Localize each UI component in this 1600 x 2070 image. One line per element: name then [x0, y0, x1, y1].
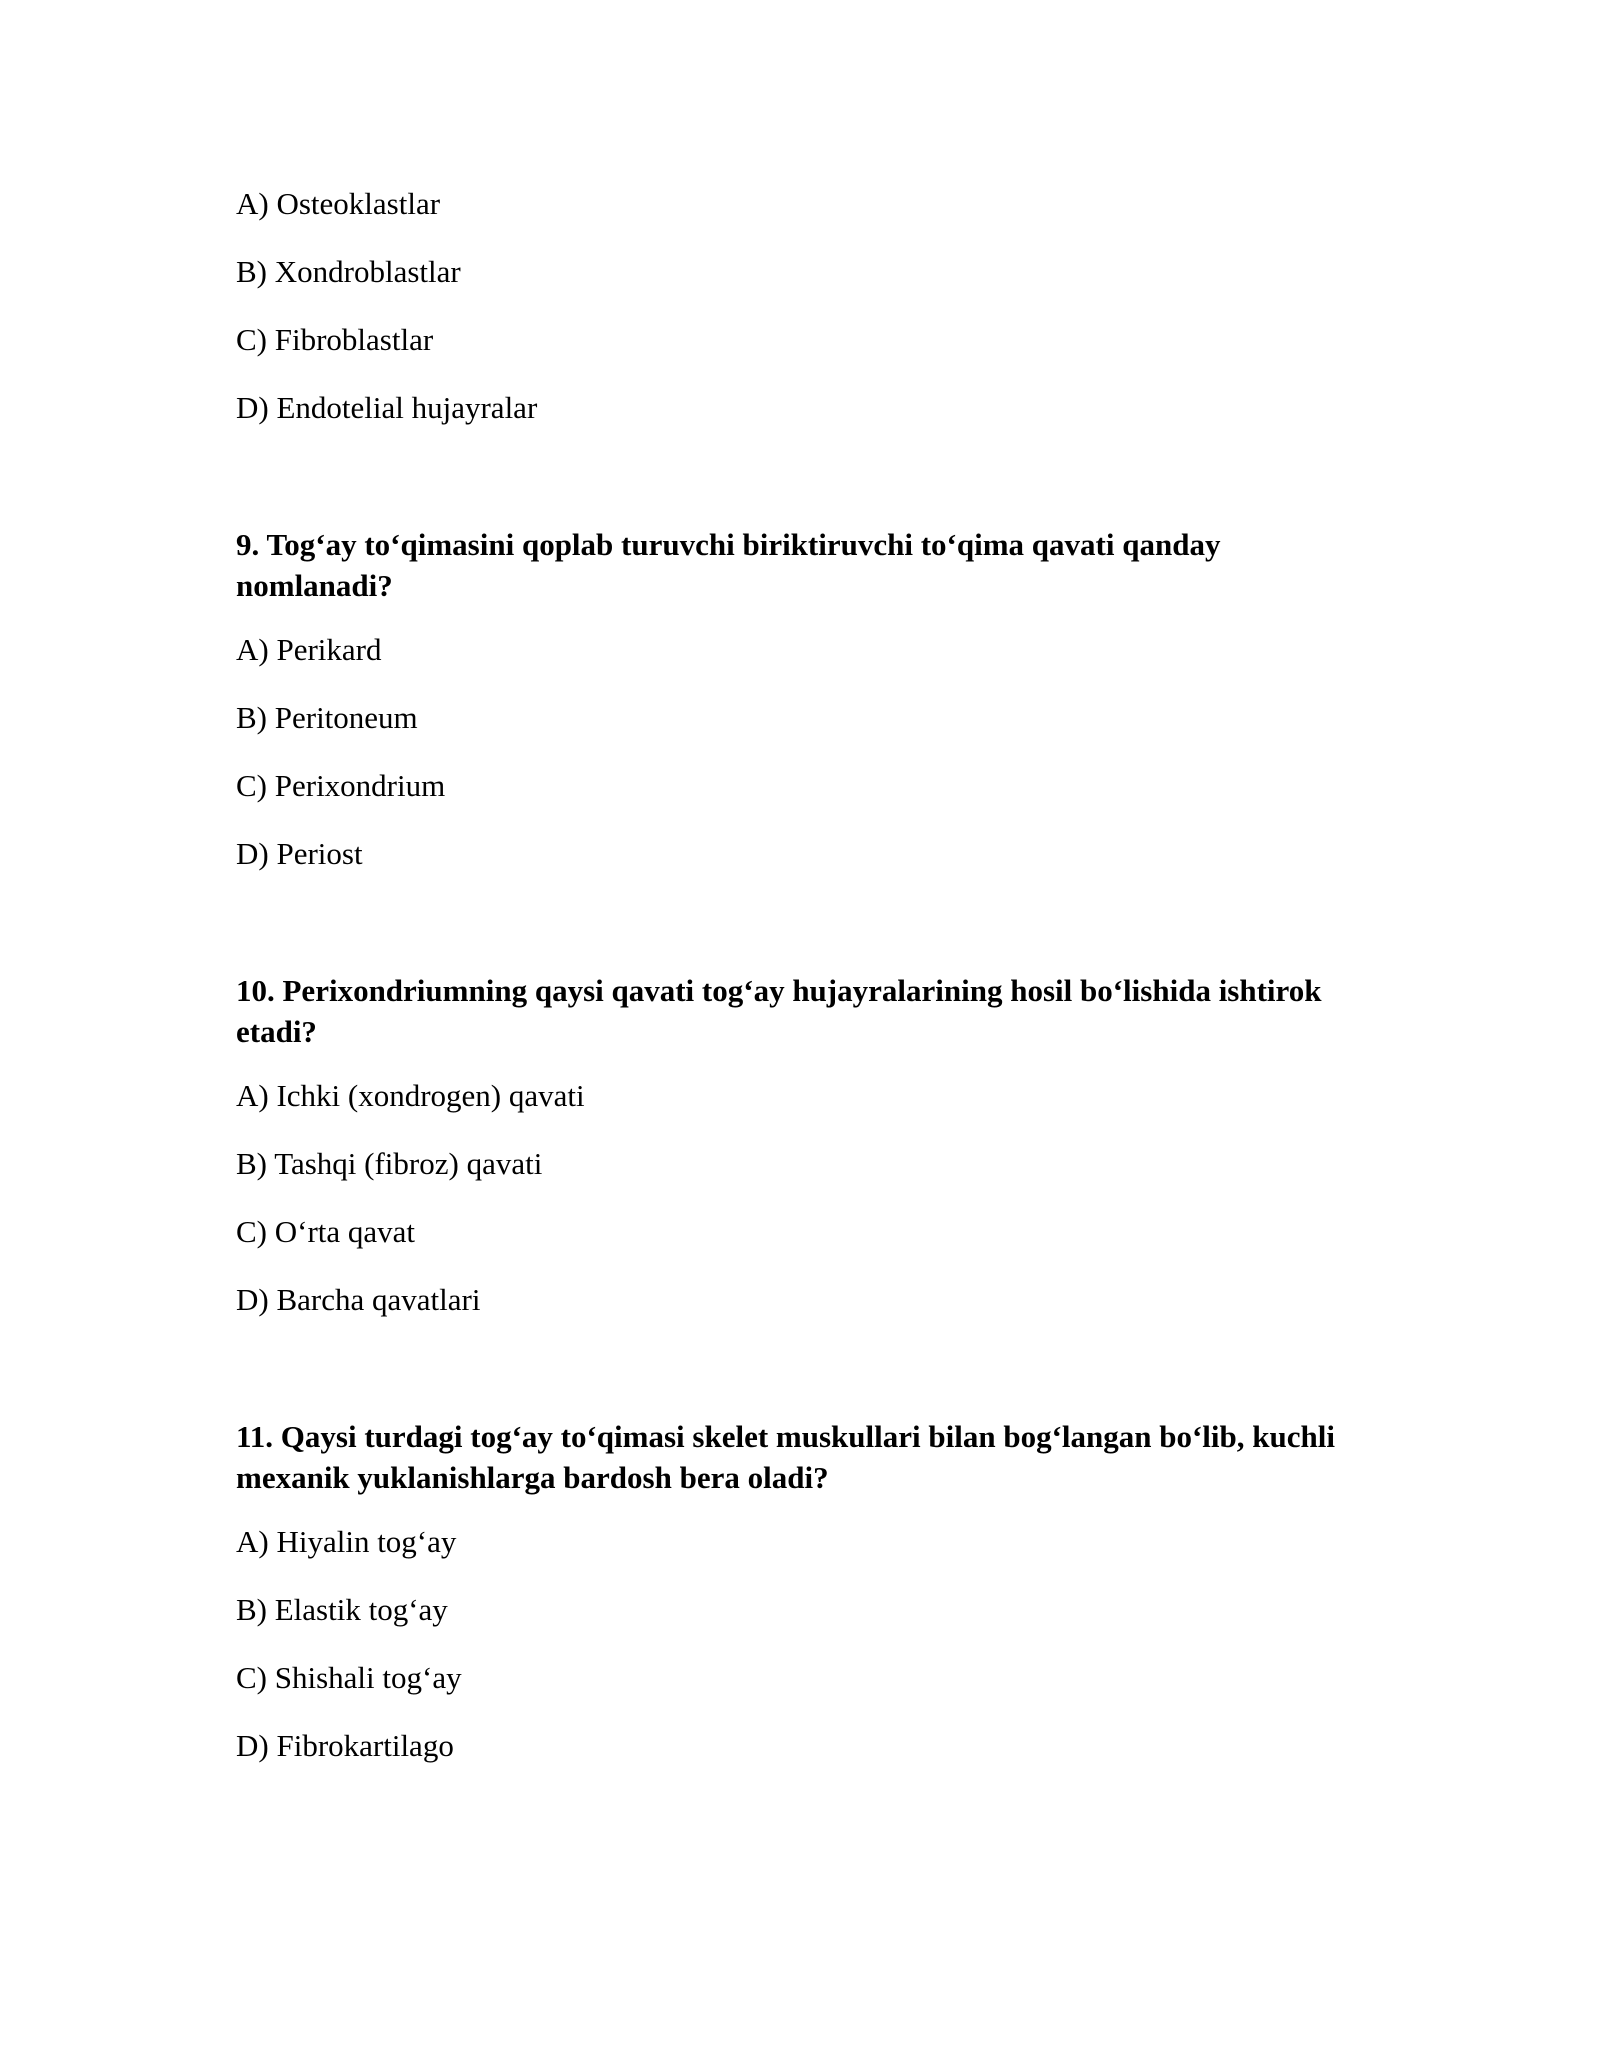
answer-option: A) Perikard	[236, 632, 382, 667]
spacer	[236, 1350, 1366, 1416]
answer-option: D) Endotelial hujayralar	[236, 390, 538, 425]
previous-question-options	[236, 186, 1366, 426]
answer-option: C) O‘rta qavat	[236, 1214, 416, 1249]
quiz-content	[236, 186, 1366, 1796]
answer-option: B) Tashqi (fibroz) qavati	[236, 1146, 543, 1181]
spacer	[236, 904, 1366, 970]
question-text: 11. Qaysi turdagi tog‘ay to‘qimasi skelet muskullari bilan bog‘langan bo‘lib, kuchli mexanik yuklanishlarga bardosh bera oladi?	[236, 1419, 1335, 1495]
question-text: 10. Perixondriumning qaysi qavati tog‘ay hujayralarining hosil bo‘lishida ishtirok etadi?	[236, 973, 1322, 1049]
answer-option: D) Barcha qavatlari	[236, 1282, 481, 1317]
answer-option: A) Osteoklastlar	[236, 186, 441, 221]
question-text: 9. Tog‘ay to‘qimasini qoplab turuvchi biriktiruvchi to‘qima qavati qanday nomlanadi?	[236, 527, 1221, 603]
answer-option: B) Elastik tog‘ay	[236, 1592, 448, 1627]
answer-option: B) Peritoneum	[236, 700, 418, 735]
answer-option: C) Shishali tog‘ay	[236, 1660, 462, 1695]
question-block-11	[236, 1416, 1366, 1764]
answer-option: C) Fibroblastlar	[236, 322, 434, 357]
answer-option: A) Ichki (xondrogen) qavati	[236, 1078, 585, 1113]
answer-option: A) Hiyalin tog‘ay	[236, 1524, 457, 1559]
spacer	[236, 458, 1366, 524]
question-block-9	[236, 524, 1366, 872]
answer-option: D) Periost	[236, 836, 363, 871]
question-block-10	[236, 970, 1366, 1318]
answer-option: B) Xondroblastlar	[236, 254, 461, 289]
answer-option: C) Perixondrium	[236, 768, 446, 803]
answer-option: D) Fibrokartilago	[236, 1728, 454, 1763]
